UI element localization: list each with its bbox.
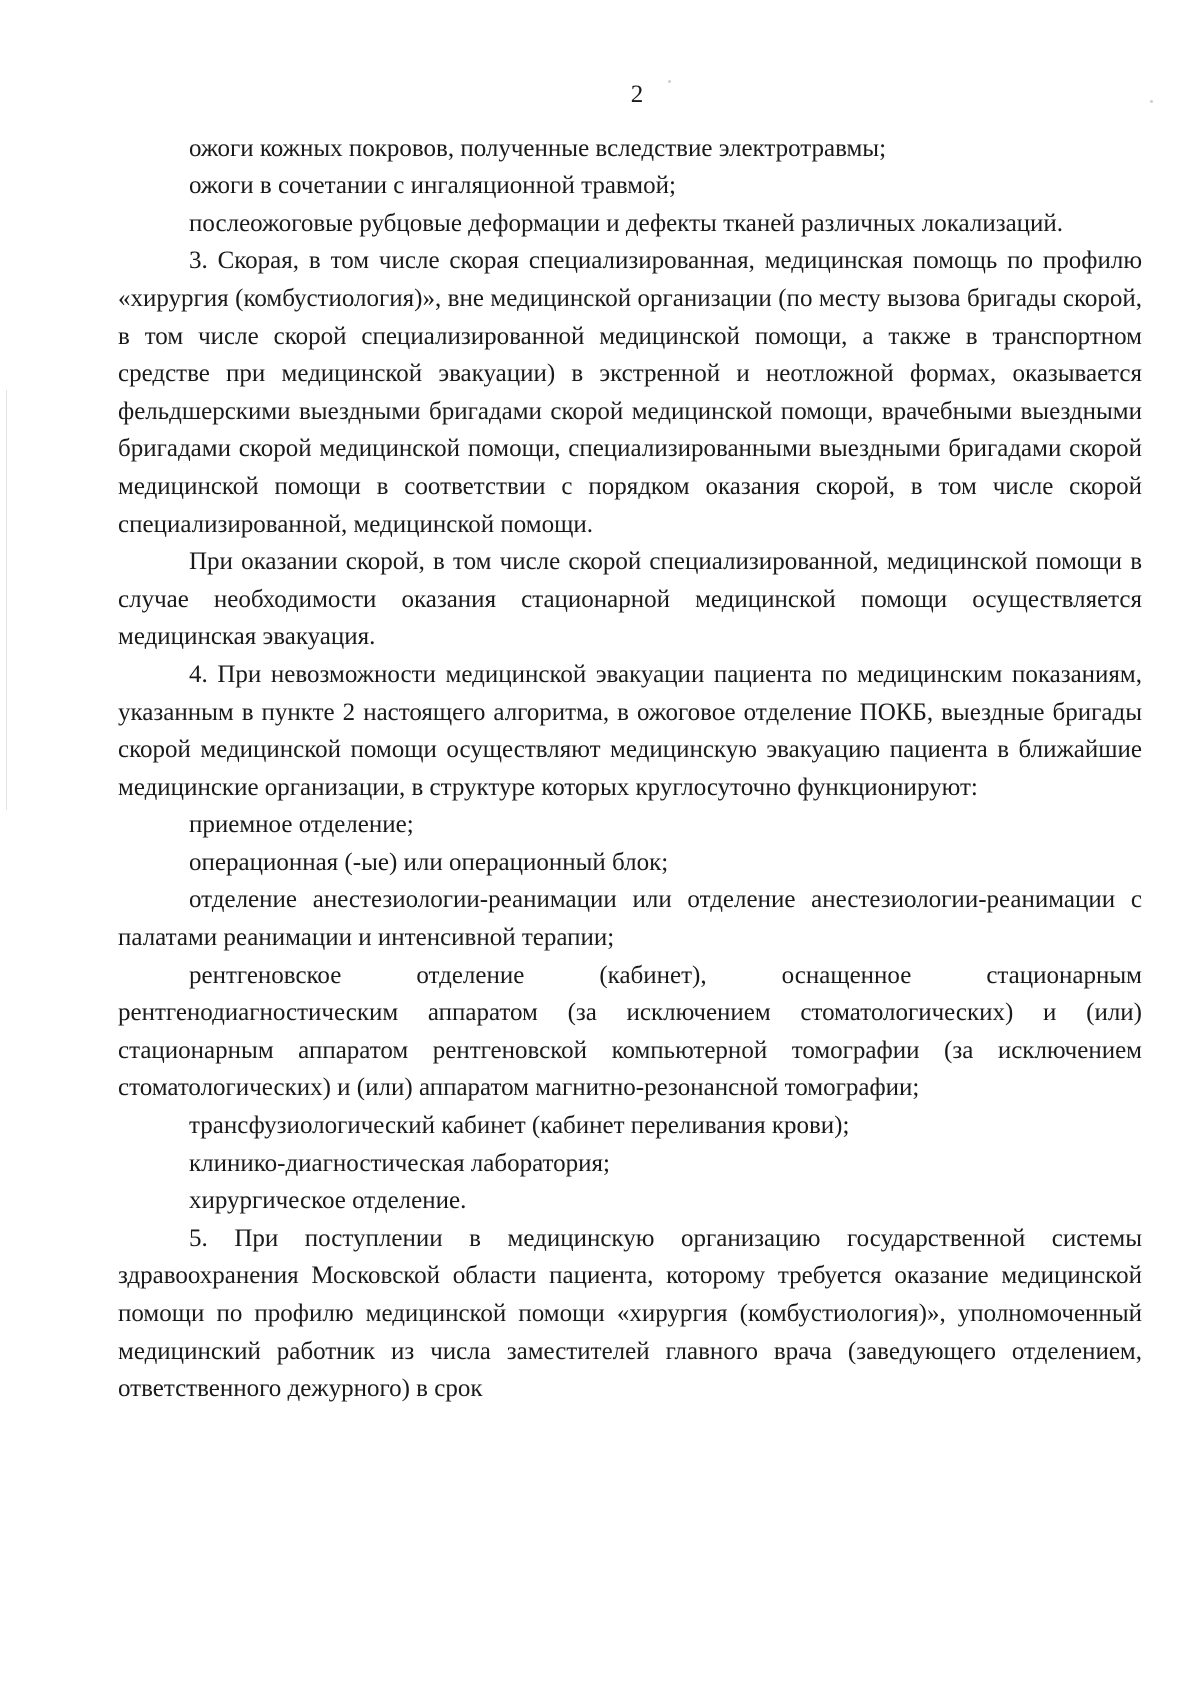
page-number: 2: [630, 81, 644, 108]
paragraph-item-3: 3. Скорая, в том числе скорая специализированная, медицинская помощь по профилю «хирургия (комбустиология)», вне медицинской организации (по месту вызова бригады скорой, в том числе скорой специализированной медицинской помощи, а также в транспортном средстве при медицинской эвакуации) в экстренной и неотложной формах, оказывается фельдшерскими выездными бригадами скорой медицинской помощи, врачебными выездными бригадами скорой медицинской помощи, специализированными выездными бригадами скорой медицинской помощи в соответствии с порядком оказания скорой, в том числе скорой специализированной, медицинской помощи.: [118, 247, 1142, 538]
paragraph-burns-electrotrauma: ожоги кожных покровов, полученные вследствие электротравмы;: [189, 134, 887, 162]
list-item-operating-room: операционная (-ые) или операционный блок;: [189, 848, 669, 876]
paragraph-item-5: 5. При поступлении в медицинскую организацию государственной системы здравоохранения Московской области пациента, которому требуется оказание медицинской помощи по профилю медицинской помощи «хирургия (комбустиология)», уполномоченный медицинский работник из числа заместителей главного врача (заведующего отделением, ответственного дежурного) в срок: [118, 1224, 1142, 1403]
paragraph-burns-inhalation: ожоги в сочетании с ингаляционной травмой;: [189, 172, 676, 200]
list-item-radiology: рентгеновское отделение (кабинет), оснащенное стационарным рентгенодиагностическим аппаратом (за исключением стоматологических) и (или) стационарным аппаратом рентгеновской компьютерной томографии (за исключением стоматологических) и (или) аппаратом магнитно-резонансной томографии;: [118, 961, 1142, 1102]
list-item-surgical-department: хирургическое отделение.: [189, 1187, 467, 1215]
scan-speck: [1150, 100, 1153, 103]
list-item-laboratory: клинико-диагностическая лаборатория;: [189, 1149, 610, 1177]
scan-speck: [668, 80, 671, 83]
paragraph-evacuation: При оказании скорой, в том числе скорой специализированной, медицинской помощи в случае необходимости оказания стационарной медицинской помощи осуществляется медицинская эвакуация.: [118, 548, 1142, 651]
paragraph-post-burn-scars: послеожоговые рубцовые деформации и дефекты тканей различных локализаций.: [189, 209, 1064, 237]
list-item-transfusiology: трансфузиологический кабинет (кабинет переливания крови);: [189, 1112, 850, 1140]
list-item-anesthesiology: отделение анестезиологии-реанимации или отделение анестезиологии-реанимации с палатами реанимации и интенсивной терапии;: [118, 886, 1142, 952]
paragraph-item-4: 4. При невозможности медицинской эвакуации пациента по медицинским показаниям, указанным в пункте 2 настоящего алгоритма, в ожоговое отделение ПОКБ, выездные бригады скорой медицинской помощи осуществляют медицинскую эвакуацию пациента в ближайшие медицинские организации, в структуре которых круглосуточно функционируют:: [118, 660, 1142, 801]
scan-edge-mark: [6, 390, 7, 810]
list-item-admission-department: приемное отделение;: [189, 811, 414, 839]
